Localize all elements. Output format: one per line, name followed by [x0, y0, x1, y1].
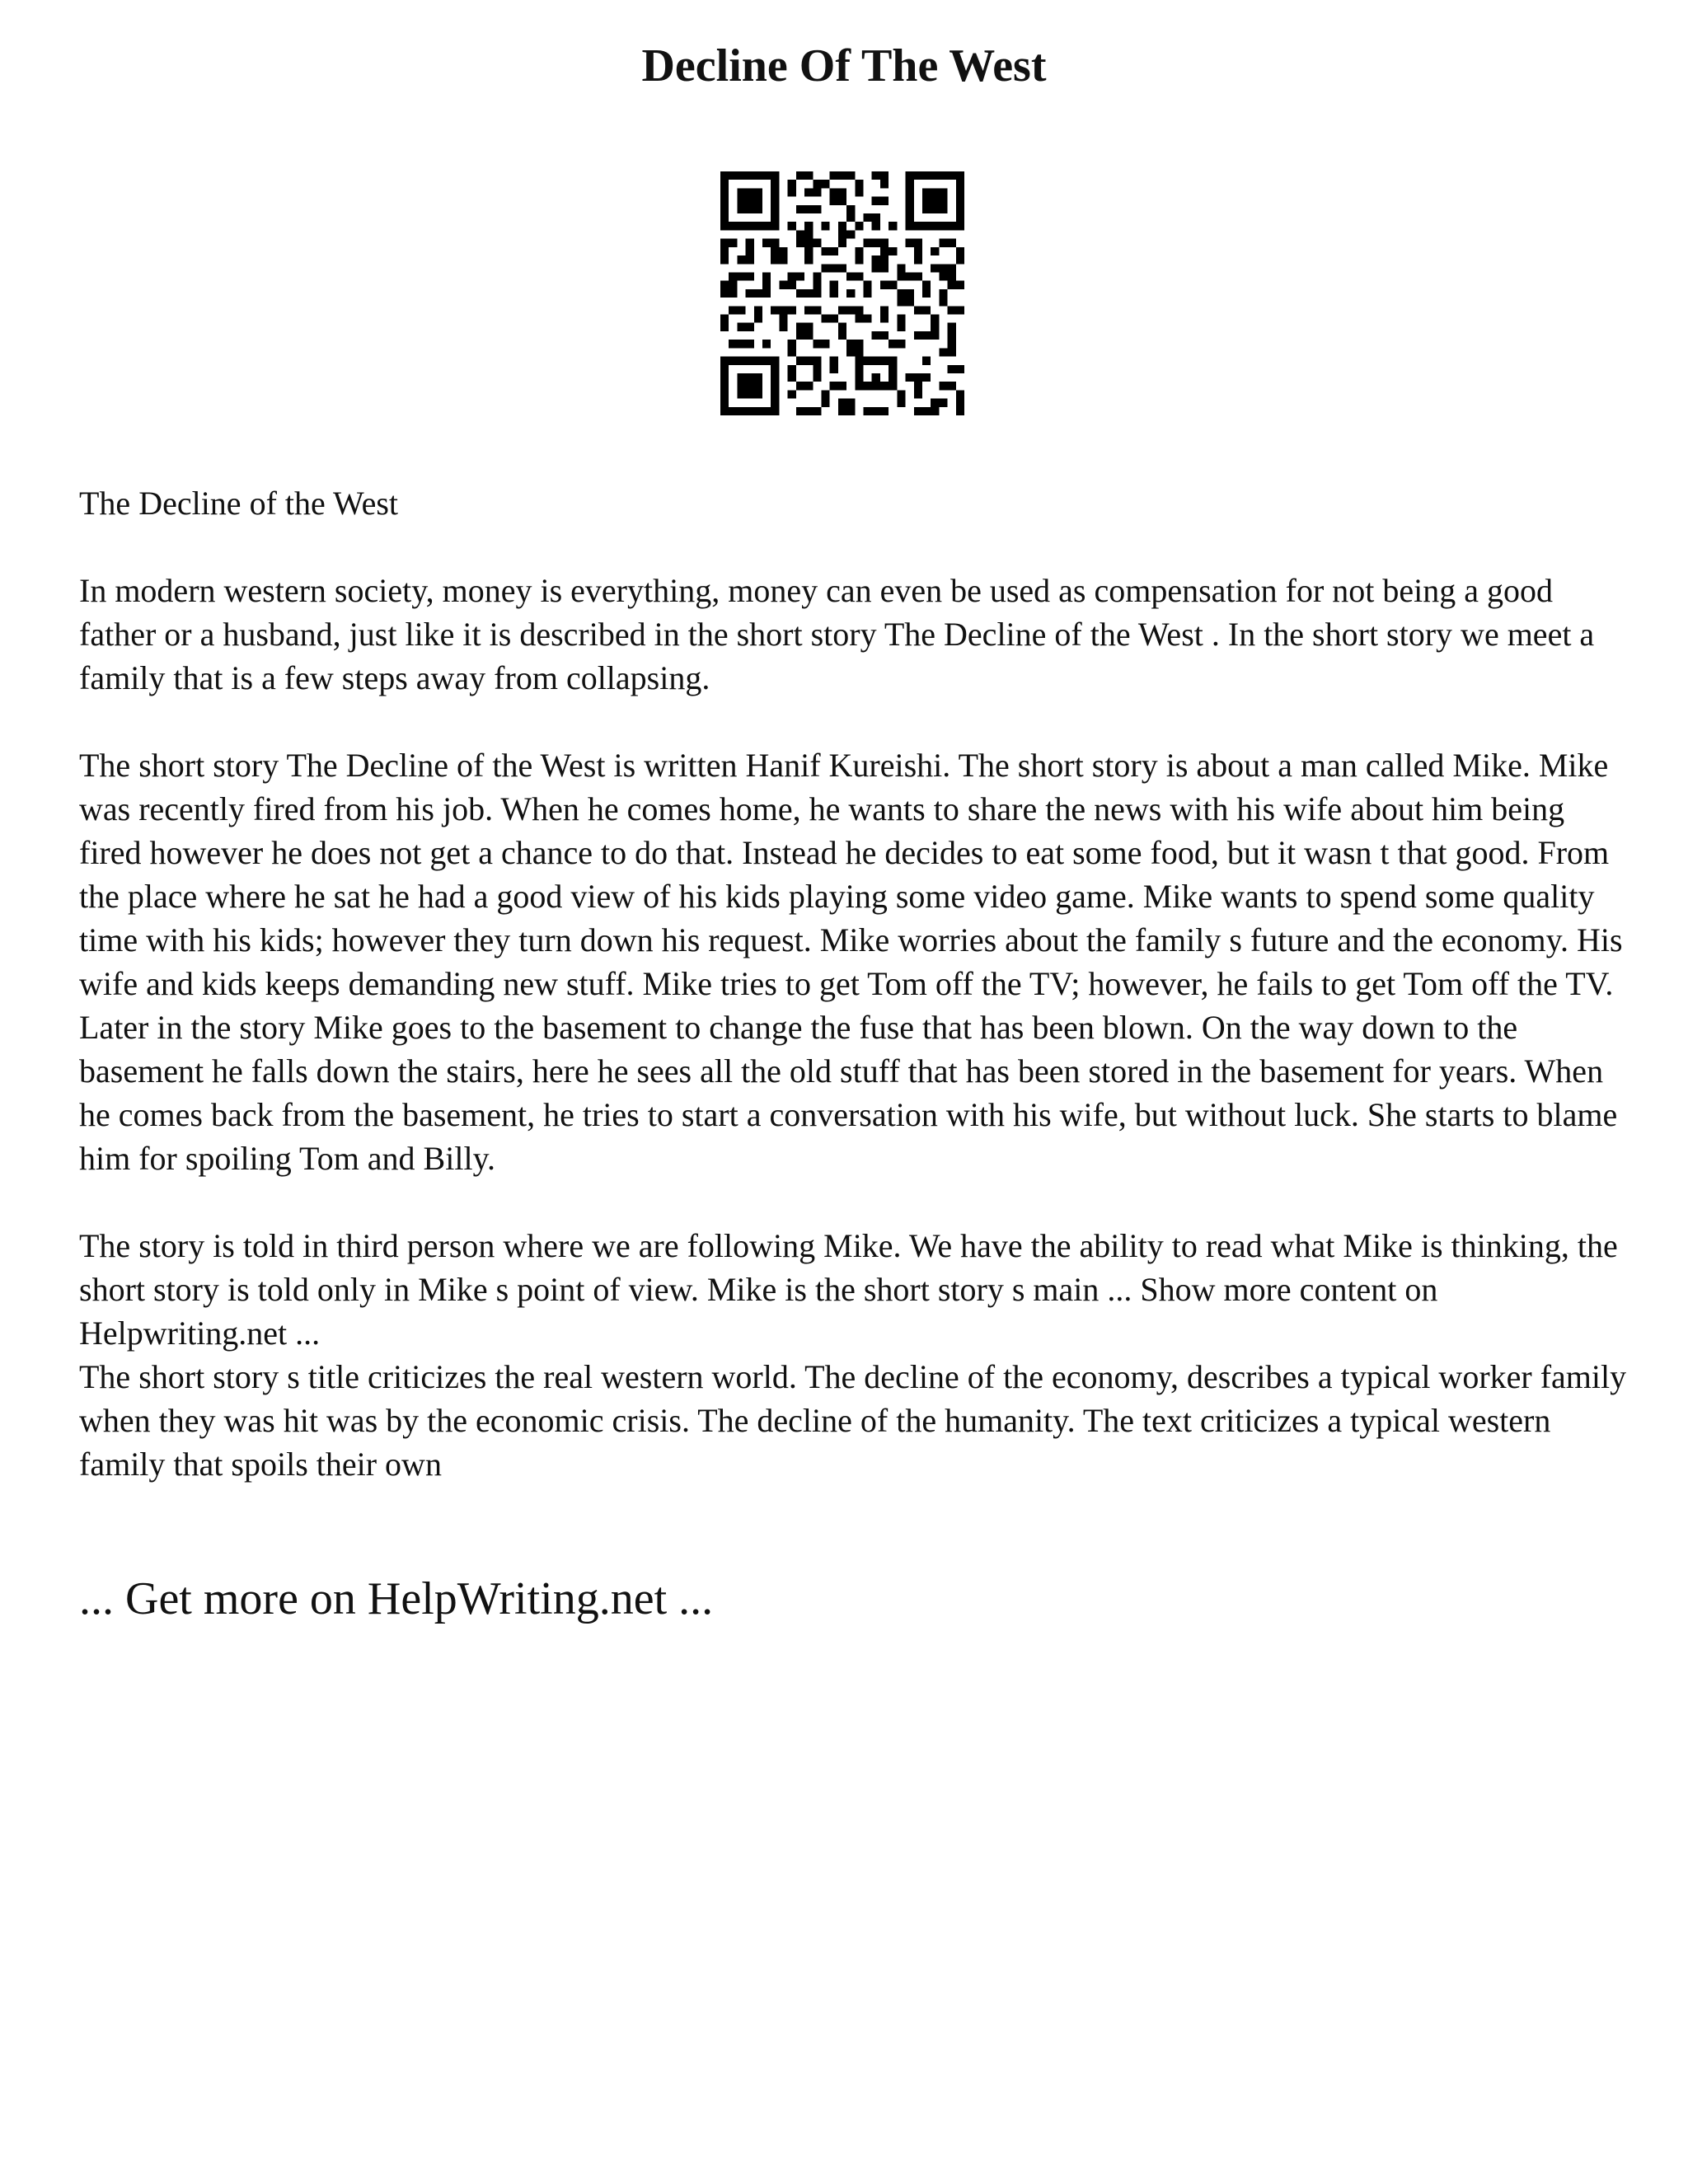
paragraph-intro: In modern western society, money is everything, money can even be used as compensation for not being a good father or a husband, just like it is described in the short story The Decline of the West . In the short story we meet a family that is a few steps away from collapsing.	[79, 572, 1595, 696]
get-more-link[interactable]: ... Get more on HelpWriting.net ...	[79, 1573, 714, 1624]
paragraph-gap	[79, 1180, 1629, 1224]
paragraph-gap	[79, 525, 1629, 569]
paragraph-narrator: The story is told in third person where we are following Mike. We have the ability to read what Mike is thinking, the short story is told only in Mike s point of view. Mike is the short story s main ... Show more content on Helpwriting.net ...	[79, 1227, 1618, 1352]
page-title: Decline Of The West	[641, 40, 1047, 91]
document-subtitle: The Decline of the West	[79, 485, 399, 522]
document-body	[79, 481, 1629, 1486]
paragraph-title-analysis: The short story s title criticizes the real western world. The decline of the economy, describes a typical worker family when they was hit was by the economic crisis. The decline of the humanity. The text criticizes a typical western family that spoils their own	[79, 1358, 1627, 1483]
qr-code-icon	[720, 171, 964, 415]
paragraph-summary: The short story The Decline of the West is written Hanif Kureishi. The short story is about a man called Mike. Mike was recently fired from his job. When he comes home, he wants to share the news with his wife about him being fired however he does not get a chance to do that. Instead he decides to eat some food, but it wasn t that good. From the place where he sat he had a good view of his kids playing some video game. Mike wants to spend some quality time with his kids; however they turn down his request. Mike worries about the family s future and the economy. His wife and kids keeps demanding new stuff. Mike tries to get Tom off the TV; however, he fails to get Tom off the TV. Later in the story Mike goes to the basement to change the fuse that has been blown. On the way down to the basement he falls down the stairs, here he sees all the old stuff that has been stored in the basement for years. When he comes back from the basement, he tries to start a conversation with his wife, but without luck. She starts to blame him for spoiling Tom and Billy.	[79, 747, 1623, 1177]
paragraph-gap	[79, 700, 1629, 743]
